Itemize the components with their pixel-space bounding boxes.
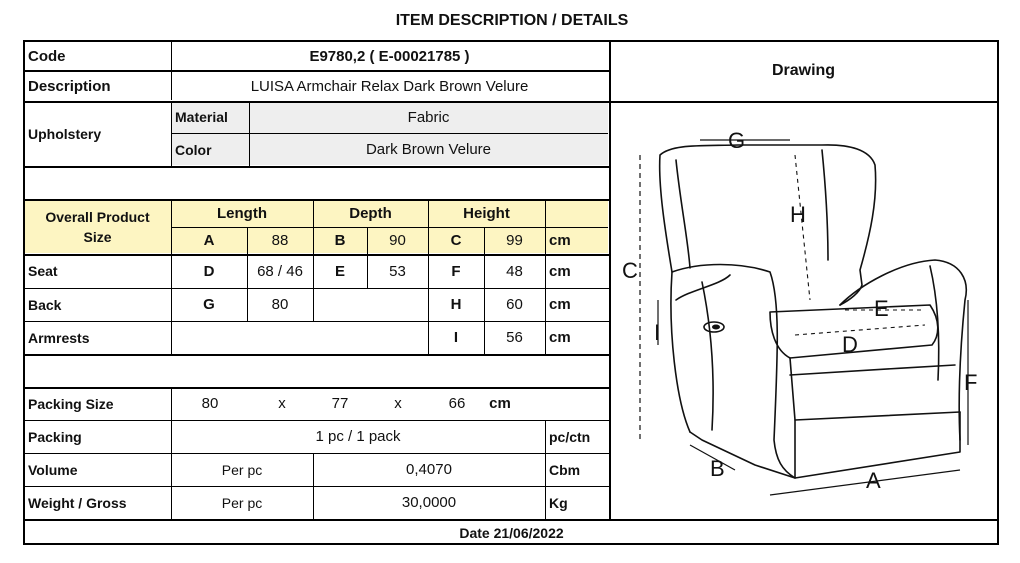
- drawing-letter-i: I: [654, 320, 661, 345]
- height-header: Height: [463, 204, 510, 222]
- drawing-letter-c: C: [622, 258, 638, 283]
- weight-unit: Kg: [549, 494, 568, 511]
- drawing-letter-f: F: [964, 370, 978, 395]
- drawing-letter-g: G: [728, 128, 746, 153]
- material-label: Material: [175, 109, 228, 125]
- packing-size-x1: x: [278, 395, 286, 412]
- weight-label: Weight / Gross: [28, 494, 127, 511]
- g-letter: G: [203, 296, 215, 313]
- back-unit: cm: [549, 296, 571, 313]
- packing-size-label: Packing Size: [28, 395, 114, 412]
- drawing-letter-b: B: [710, 456, 725, 481]
- drawing-letter-e: E: [874, 296, 889, 321]
- volume-value: 0,4070: [406, 461, 452, 478]
- packing-unit: pc/ctn: [549, 428, 591, 445]
- packing-size-unit: cm: [489, 395, 511, 412]
- drawing-letter-a: A: [866, 468, 881, 493]
- drawing-letter-h: H: [790, 202, 806, 227]
- h-letter: H: [450, 296, 462, 313]
- code-label: Code: [28, 47, 66, 65]
- back-label: Back: [28, 296, 62, 313]
- depth-header: Depth: [349, 204, 392, 222]
- seat-label: Seat: [28, 263, 58, 279]
- weight-value: 30,0000: [401, 494, 457, 511]
- overall-unit: cm: [549, 232, 571, 249]
- a-letter: A: [203, 232, 215, 249]
- b-value: 90: [389, 232, 406, 249]
- volume-unit: Cbm: [549, 461, 581, 478]
- description-value: LUISA Armchair Relax Dark Brown Velure: [250, 77, 529, 95]
- c-value: 99: [506, 232, 523, 249]
- volume-per: Per pc: [221, 461, 263, 478]
- a-value: 88: [271, 232, 289, 249]
- drawing-letter-d: D: [842, 332, 858, 357]
- overall-size-label: Overall Product Size: [45, 208, 150, 245]
- material-value: Fabric: [407, 108, 450, 126]
- f-value: 48: [506, 262, 523, 280]
- h-value: 60: [506, 296, 523, 313]
- e-value: 53: [389, 262, 406, 280]
- packing-size-v3: 66: [448, 395, 466, 412]
- i-letter: I: [453, 329, 459, 346]
- code-value: E9780,2 ( E-00021785 ): [309, 47, 470, 65]
- packing-value: 1 pc / 1 pack: [315, 428, 401, 445]
- i-value: 56: [506, 329, 523, 346]
- e-letter: E: [334, 262, 345, 280]
- packing-size-v2: 77: [331, 395, 349, 412]
- weight-per: Per pc: [221, 494, 263, 511]
- d-value: 68 / 46: [257, 262, 303, 280]
- volume-label: Volume: [28, 461, 78, 478]
- b-letter: B: [334, 232, 346, 249]
- color-value: Dark Brown Velure: [365, 141, 492, 158]
- g-value: 80: [271, 296, 289, 313]
- packing-size-x2: x: [394, 395, 402, 412]
- description-label: Description: [28, 77, 111, 95]
- date-label: Date 21/06/2022: [459, 524, 564, 541]
- seat-unit: cm: [549, 262, 571, 280]
- packing-size-v1: 80: [201, 395, 219, 412]
- packing-label: Packing: [28, 428, 82, 445]
- drawing-label: Drawing: [771, 62, 836, 79]
- d-letter: D: [203, 262, 215, 280]
- armrests-label: Armrests: [28, 329, 90, 346]
- c-letter: C: [450, 232, 462, 249]
- upholstery-label: Upholstery: [28, 125, 102, 142]
- f-letter: F: [451, 262, 461, 280]
- color-label: Color: [175, 141, 212, 158]
- length-header: Length: [217, 204, 267, 222]
- armrests-unit: cm: [549, 329, 571, 346]
- page-title: ITEM DESCRIPTION / DETAILS: [395, 12, 629, 29]
